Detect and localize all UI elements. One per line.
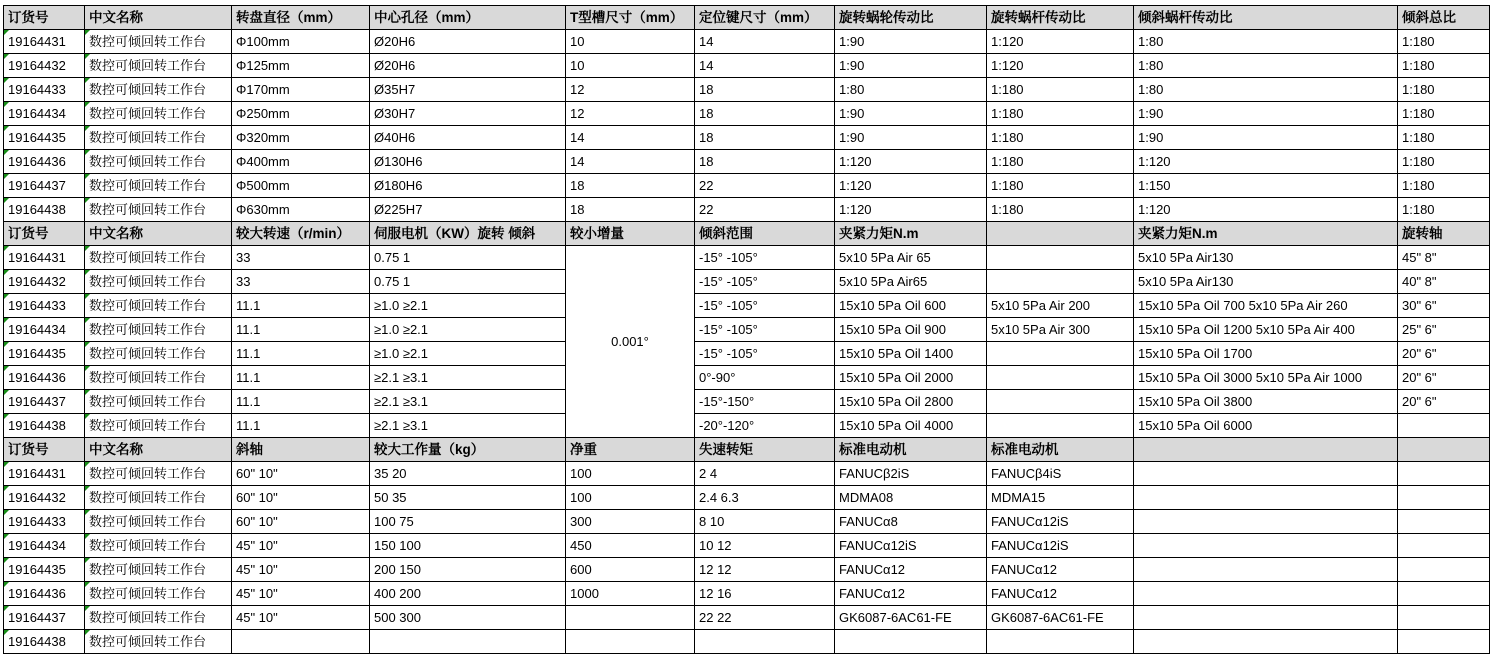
table-cell: Φ170mm [232, 78, 370, 102]
table-cell: 600 [566, 558, 695, 582]
product-name-cell: 数控可倾回转工作台 [85, 630, 232, 654]
header-cell: 倾斜总比 [1398, 6, 1490, 30]
table-cell: 2.4 6.3 [695, 486, 835, 510]
table-cell: 18 [695, 150, 835, 174]
table-cell: 5x10 5Pa Air 300 [987, 318, 1134, 342]
header-cell: 中文名称 [85, 438, 232, 462]
table-row [4, 102, 1490, 126]
order-number-cell: 19164438 [4, 414, 85, 438]
table-cell: 60" 10" [232, 510, 370, 534]
table-cell: 14 [566, 126, 695, 150]
header-cell: 订货号 [4, 438, 85, 462]
table-cell: 1:180 [1398, 174, 1490, 198]
table-cell: FANUCα12iS [835, 534, 987, 558]
table-cell: 22 22 [695, 606, 835, 630]
table-cell: 45" 10" [232, 606, 370, 630]
header-cell: T型槽尺寸（mm） [566, 6, 695, 30]
table-cell: 50 35 [370, 486, 566, 510]
table-cell [1398, 534, 1490, 558]
table-cell: 33 [232, 246, 370, 270]
table-cell: 1:80 [1134, 54, 1398, 78]
table-cell: 11.1 [232, 414, 370, 438]
table-cell: 1:90 [1134, 102, 1398, 126]
table-cell [987, 414, 1134, 438]
header-cell: 中文名称 [85, 222, 232, 246]
table-cell: 11.1 [232, 342, 370, 366]
table-cell: 45" 10" [232, 534, 370, 558]
table-cell: 1000 [566, 582, 695, 606]
table-cell: 14 [695, 30, 835, 54]
table-cell: Ø20H6 [370, 54, 566, 78]
header-cell: 旋转轴 [1398, 222, 1490, 246]
header-cell: 标准电动机 [987, 438, 1134, 462]
product-name-cell: 数控可倾回转工作台 [85, 390, 232, 414]
table-cell: 45" 10" [232, 558, 370, 582]
table-cell: 100 [566, 462, 695, 486]
table-row [4, 510, 1490, 534]
table-cell: 14 [695, 54, 835, 78]
header-cell: 斜轴 [232, 438, 370, 462]
table-row [4, 54, 1490, 78]
table-cell: 1:180 [987, 78, 1134, 102]
table-cell: 15x10 5Pa Oil 3800 [1134, 390, 1398, 414]
product-name-cell: 数控可倾回转工作台 [85, 462, 232, 486]
order-number-cell: 19164437 [4, 606, 85, 630]
table-cell: ≥2.1 ≥3.1 [370, 414, 566, 438]
table-cell: 1:180 [987, 102, 1134, 126]
order-number-cell: 19164434 [4, 102, 85, 126]
table-cell: 12 12 [695, 558, 835, 582]
table-cell: 8 10 [695, 510, 835, 534]
table-cell [987, 366, 1134, 390]
table-cell: 1:180 [1398, 78, 1490, 102]
table-cell: 1:90 [835, 30, 987, 54]
table-cell: 1:180 [1398, 54, 1490, 78]
table-cell: 1:120 [987, 30, 1134, 54]
header-cell: 较小增量 [566, 222, 695, 246]
table-cell: 10 12 [695, 534, 835, 558]
product-name-cell: 数控可倾回转工作台 [85, 126, 232, 150]
table-cell: 1:90 [1134, 126, 1398, 150]
table-cell: -15° -105° [695, 270, 835, 294]
header-cell: 旋转蜗轮传动比 [835, 6, 987, 30]
table-cell: Φ630mm [232, 198, 370, 222]
table-cell: 100 75 [370, 510, 566, 534]
table-row [4, 150, 1490, 174]
product-name-cell: 数控可倾回转工作台 [85, 486, 232, 510]
table-cell: 40" 8" [1398, 270, 1490, 294]
table-cell: 11.1 [232, 390, 370, 414]
table-cell: 45" 8" [1398, 246, 1490, 270]
table-cell: ≥1.0 ≥2.1 [370, 294, 566, 318]
table-cell: Φ250mm [232, 102, 370, 126]
product-name-cell: 数控可倾回转工作台 [85, 174, 232, 198]
table-cell: 11.1 [232, 366, 370, 390]
table-cell: 5x10 5Pa Air130 [1134, 270, 1398, 294]
table-cell: FANUCα12 [835, 558, 987, 582]
order-number-cell: 19164437 [4, 390, 85, 414]
table-row [4, 342, 1490, 366]
table-cell [566, 606, 695, 630]
table3-header-row [4, 438, 1490, 462]
table-cell: 5x10 5Pa Air130 [1134, 246, 1398, 270]
table-cell [1398, 582, 1490, 606]
table-cell: -20°-120° [695, 414, 835, 438]
table-row [4, 414, 1490, 438]
table-cell: Φ125mm [232, 54, 370, 78]
table-cell: 12 [566, 78, 695, 102]
order-number-cell: 19164432 [4, 270, 85, 294]
table-cell: 1:180 [987, 150, 1134, 174]
table-cell: 1:150 [1134, 174, 1398, 198]
table-cell: 18 [566, 198, 695, 222]
table-cell [987, 246, 1134, 270]
table-row [4, 390, 1490, 414]
table-cell: 150 100 [370, 534, 566, 558]
table-row [4, 318, 1490, 342]
table-cell: 400 200 [370, 582, 566, 606]
table-cell: FANUCα12iS [987, 510, 1134, 534]
table-cell: -15° -105° [695, 246, 835, 270]
table-cell: 1:180 [987, 174, 1134, 198]
table-cell: 60" 10" [232, 462, 370, 486]
table-cell: 1:120 [835, 174, 987, 198]
table-row [4, 558, 1490, 582]
table-cell [1398, 414, 1490, 438]
header-cell: 夹紧力矩N.m [835, 222, 987, 246]
table-cell [232, 630, 370, 654]
table-cell: Ø35H7 [370, 78, 566, 102]
table-cell: 15x10 5Pa Oil 2000 [835, 366, 987, 390]
table-cell: 1:80 [1134, 78, 1398, 102]
product-name-cell: 数控可倾回转工作台 [85, 30, 232, 54]
table-cell: -15° -105° [695, 342, 835, 366]
table-cell: GK6087-6AC61-FE [987, 606, 1134, 630]
table-row [4, 486, 1490, 510]
header-cell: 较大转速（r/min） [232, 222, 370, 246]
table-cell: 15x10 5Pa Oil 6000 [1134, 414, 1398, 438]
product-name-cell: 数控可倾回转工作台 [85, 414, 232, 438]
table-cell: 15x10 5Pa Oil 700 5x10 5Pa Air 260 [1134, 294, 1398, 318]
table-cell: FANUCα8 [835, 510, 987, 534]
table-cell: 1:180 [987, 198, 1134, 222]
table-cell: 15x10 5Pa Oil 2800 [835, 390, 987, 414]
table-cell [1134, 558, 1398, 582]
product-name-cell: 数控可倾回转工作台 [85, 270, 232, 294]
product-name-cell: 数控可倾回转工作台 [85, 318, 232, 342]
table-cell [1398, 510, 1490, 534]
table-cell: 35 20 [370, 462, 566, 486]
product-name-cell: 数控可倾回转工作台 [85, 198, 232, 222]
product-name-cell: 数控可倾回转工作台 [85, 246, 232, 270]
product-name-cell: 数控可倾回转工作台 [85, 510, 232, 534]
header-cell: 伺服电机（KW）旋转 倾斜 [370, 222, 566, 246]
table-cell: 0.75 1 [370, 246, 566, 270]
table-cell: 1:90 [835, 102, 987, 126]
spec-table [3, 5, 1490, 654]
table-cell [1134, 606, 1398, 630]
table-cell: 2 4 [695, 462, 835, 486]
table-cell: FANUCα12 [835, 582, 987, 606]
table-cell: 1:80 [1134, 30, 1398, 54]
table-row [4, 198, 1490, 222]
product-name-cell: 数控可倾回转工作台 [85, 534, 232, 558]
table-cell: 12 [566, 102, 695, 126]
table-row [4, 582, 1490, 606]
table-cell: FANUCβ4iS [987, 462, 1134, 486]
table-row [4, 462, 1490, 486]
table-cell: 1:120 [835, 150, 987, 174]
table-cell: Ø40H6 [370, 126, 566, 150]
table-cell: -15° -105° [695, 294, 835, 318]
product-name-cell: 数控可倾回转工作台 [85, 342, 232, 366]
table-cell: FANUCβ2iS [835, 462, 987, 486]
order-number-cell: 19164433 [4, 78, 85, 102]
product-name-cell: 数控可倾回转工作台 [85, 582, 232, 606]
table-cell [566, 630, 695, 654]
table-cell: 10 [566, 30, 695, 54]
table-cell: 22 [695, 174, 835, 198]
order-number-cell: 19164434 [4, 318, 85, 342]
table-row [4, 174, 1490, 198]
table-cell: 45" 10" [232, 582, 370, 606]
header-cell: 订货号 [4, 222, 85, 246]
table-cell: Φ400mm [232, 150, 370, 174]
table-cell: FANUCα12 [987, 558, 1134, 582]
table-cell: 5x10 5Pa Air65 [835, 270, 987, 294]
table-cell: 20" 6" [1398, 390, 1490, 414]
table-cell: 1:120 [1134, 150, 1398, 174]
table-cell: 1:180 [1398, 102, 1490, 126]
min-increment-cell: 0.001° [566, 246, 695, 438]
header-cell: 转盘直径（mm） [232, 6, 370, 30]
table-cell [835, 630, 987, 654]
table-row [4, 30, 1490, 54]
spec-table-body [4, 6, 1490, 654]
table-cell [1398, 462, 1490, 486]
table2-header-row [4, 222, 1490, 246]
table-cell [987, 390, 1134, 414]
table-row [4, 366, 1490, 390]
table-cell: 15x10 5Pa Oil 3000 5x10 5Pa Air 1000 [1134, 366, 1398, 390]
order-number-cell: 19164438 [4, 198, 85, 222]
order-number-cell: 19164435 [4, 558, 85, 582]
table-cell: ≥1.0 ≥2.1 [370, 342, 566, 366]
table-cell: 200 150 [370, 558, 566, 582]
table-row [4, 294, 1490, 318]
order-number-cell: 19164438 [4, 630, 85, 654]
header-cell: 订货号 [4, 6, 85, 30]
table-cell: 14 [566, 150, 695, 174]
table-cell: Ø180H6 [370, 174, 566, 198]
table-cell: 1:180 [1398, 126, 1490, 150]
product-name-cell: 数控可倾回转工作台 [85, 558, 232, 582]
table-cell: FANUCα12iS [987, 534, 1134, 558]
table-cell: 15x10 5Pa Oil 4000 [835, 414, 987, 438]
header-cell: 失速转矩 [695, 438, 835, 462]
table-cell: ≥2.1 ≥3.1 [370, 366, 566, 390]
order-number-cell: 19164433 [4, 510, 85, 534]
table-cell: 1:180 [1398, 198, 1490, 222]
table-cell: 25" 6" [1398, 318, 1490, 342]
order-number-cell: 19164436 [4, 150, 85, 174]
table-cell [1134, 486, 1398, 510]
product-name-cell: 数控可倾回转工作台 [85, 54, 232, 78]
table-cell: 100 [566, 486, 695, 510]
table-cell: 20" 6" [1398, 342, 1490, 366]
table-cell [1398, 558, 1490, 582]
table-row [4, 606, 1490, 630]
header-cell: 夹紧力矩N.m [1134, 222, 1398, 246]
table-cell: 0.75 1 [370, 270, 566, 294]
order-number-cell: 19164431 [4, 30, 85, 54]
header-cell: 较大工作量（kg） [370, 438, 566, 462]
table-cell: Φ500mm [232, 174, 370, 198]
order-number-cell: 19164435 [4, 126, 85, 150]
table-cell: 1:90 [835, 54, 987, 78]
table-cell: Ø20H6 [370, 30, 566, 54]
header-cell [1398, 438, 1490, 462]
table-row [4, 78, 1490, 102]
table-row [4, 126, 1490, 150]
table-cell: 15x10 5Pa Oil 900 [835, 318, 987, 342]
header-cell: 中文名称 [85, 6, 232, 30]
table-cell: 15x10 5Pa Oil 1200 5x10 5Pa Air 400 [1134, 318, 1398, 342]
product-name-cell: 数控可倾回转工作台 [85, 606, 232, 630]
order-number-cell: 19164434 [4, 534, 85, 558]
header-cell [987, 222, 1134, 246]
order-number-cell: 19164431 [4, 246, 85, 270]
header-cell: 旋转蜗杆传动比 [987, 6, 1134, 30]
table-cell: 18 [695, 78, 835, 102]
table-cell: 1:90 [835, 126, 987, 150]
table-cell [1134, 630, 1398, 654]
order-number-cell: 19164432 [4, 486, 85, 510]
table-cell [1134, 582, 1398, 606]
product-name-cell: 数控可倾回转工作台 [85, 150, 232, 174]
product-name-cell: 数控可倾回转工作台 [85, 78, 232, 102]
table1-header-row [4, 6, 1490, 30]
table-cell: 22 [695, 198, 835, 222]
table-cell: 30" 6" [1398, 294, 1490, 318]
order-number-cell: 19164436 [4, 366, 85, 390]
table-cell: 11.1 [232, 318, 370, 342]
table-cell: 11.1 [232, 294, 370, 318]
table-cell: 18 [566, 174, 695, 198]
order-number-cell: 19164436 [4, 582, 85, 606]
table-cell: 1:120 [987, 54, 1134, 78]
table-cell: 18 [695, 102, 835, 126]
table-cell: 0°-90° [695, 366, 835, 390]
table-cell: 33 [232, 270, 370, 294]
table-cell: Φ100mm [232, 30, 370, 54]
table-cell [695, 630, 835, 654]
table-cell: 1:180 [1398, 150, 1490, 174]
table-cell: Ø30H7 [370, 102, 566, 126]
table-cell: 500 300 [370, 606, 566, 630]
table-cell [1398, 486, 1490, 510]
order-number-cell: 19164437 [4, 174, 85, 198]
table-cell: GK6087-6AC61-FE [835, 606, 987, 630]
table-cell: Ø130H6 [370, 150, 566, 174]
table-cell: MDMA08 [835, 486, 987, 510]
table-cell: 1:80 [835, 78, 987, 102]
table-cell: -15° -105° [695, 318, 835, 342]
product-name-cell: 数控可倾回转工作台 [85, 366, 232, 390]
table-cell: 10 [566, 54, 695, 78]
order-number-cell: 19164432 [4, 54, 85, 78]
table-cell: ≥2.1 ≥3.1 [370, 390, 566, 414]
table-cell: 5x10 5Pa Air 200 [987, 294, 1134, 318]
table-cell [370, 630, 566, 654]
table-cell: 15x10 5Pa Oil 1700 [1134, 342, 1398, 366]
table-cell: 300 [566, 510, 695, 534]
table-cell [987, 342, 1134, 366]
table-row [4, 630, 1490, 654]
table-cell: FANUCα12 [987, 582, 1134, 606]
table-cell: 12 16 [695, 582, 835, 606]
header-cell: 倾斜范围 [695, 222, 835, 246]
table-cell: 15x10 5Pa Oil 600 [835, 294, 987, 318]
table-cell: -15°-150° [695, 390, 835, 414]
table-cell: 18 [695, 126, 835, 150]
table-cell: 1:120 [835, 198, 987, 222]
header-cell: 净重 [566, 438, 695, 462]
order-number-cell: 19164435 [4, 342, 85, 366]
table-cell: Ø225H7 [370, 198, 566, 222]
product-name-cell: 数控可倾回转工作台 [85, 102, 232, 126]
table-cell: 5x10 5Pa Air 65 [835, 246, 987, 270]
header-cell: 中心孔径（mm） [370, 6, 566, 30]
header-cell [1134, 438, 1398, 462]
order-number-cell: 19164433 [4, 294, 85, 318]
table-cell: Φ320mm [232, 126, 370, 150]
table-cell: 20" 6" [1398, 366, 1490, 390]
table-row [4, 534, 1490, 558]
table-cell: 1:120 [1134, 198, 1398, 222]
table-cell: 60" 10" [232, 486, 370, 510]
header-cell: 倾斜蜗杆传动比 [1134, 6, 1398, 30]
table-cell: 1:180 [1398, 30, 1490, 54]
header-cell: 定位键尺寸（mm） [695, 6, 835, 30]
order-number-cell: 19164431 [4, 462, 85, 486]
table-cell [987, 270, 1134, 294]
header-cell: 标准电动机 [835, 438, 987, 462]
table-cell [1134, 534, 1398, 558]
table-cell: ≥1.0 ≥2.1 [370, 318, 566, 342]
table-row [4, 246, 1490, 270]
table-cell: 15x10 5Pa Oil 1400 [835, 342, 987, 366]
table-cell [1134, 462, 1398, 486]
table-cell: 1:180 [987, 126, 1134, 150]
table-cell [1134, 510, 1398, 534]
product-name-cell: 数控可倾回转工作台 [85, 294, 232, 318]
table-cell [1398, 606, 1490, 630]
table-row [4, 270, 1490, 294]
table-cell: MDMA15 [987, 486, 1134, 510]
table-cell [987, 630, 1134, 654]
table-cell [1398, 630, 1490, 654]
table-cell: 450 [566, 534, 695, 558]
